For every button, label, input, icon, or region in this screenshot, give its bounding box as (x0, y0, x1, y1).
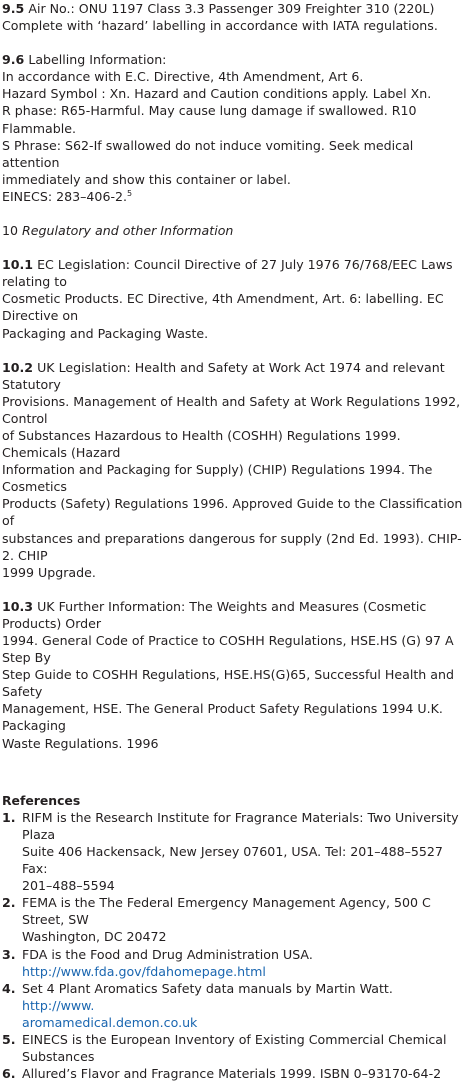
section-text: UK Further Information: The Weights and Measures (Cosmetic Products) Order (2, 598, 427, 631)
reference-line: Allured’s Flavor and Fragrance Materials 1999. ISBN 0–93170-64-2 (22, 1066, 442, 1082)
section-number: 10.1 (2, 257, 34, 273)
reference-number: 4. (2, 980, 16, 996)
section-10-2-line: Products (Safety) Regulations 1996. Approved Guide to the Classification of (2, 496, 463, 529)
einecs-text: EINECS: 283–406-2. (2, 188, 128, 204)
reference-text: Set 4 Plant Aromatics Safety data manuals by Martin Watt. (22, 980, 393, 996)
section-9-6-einecs (2, 188, 463, 205)
reference-line[interactable] (22, 1014, 463, 1031)
section-9-6-line: S Phrase: S62-If swallowed do not induce vomiting. Seek medical attention (2, 137, 414, 170)
reference-line: Washington, DC 20472 (22, 929, 167, 945)
section-10-3-line (2, 598, 463, 632)
section-text: Air No.: ONU 1197 Class 3.3 Passenger 309 Freighter 310 (220L) (28, 1, 435, 16)
section-10-1-line: Cosmetic Products. EC Directive, 4th Amendment, Art. 6: labelling. EC Directive on (2, 291, 444, 324)
section-9-5-line-1 (2, 0, 463, 17)
section-9-5 (2, 0, 463, 34)
section-title: Regulatory and other Information (22, 223, 234, 239)
reference-line (22, 980, 463, 1014)
section-10-3-line: Step Guide to COSHH Regulations, HSE.HS(G)65, Successful Health and Safety (2, 667, 454, 700)
section-9-5-line-2: Complete with ‘hazard’ labelling in accordance with IATA regulations. (2, 18, 438, 34)
section-9-6-heading (2, 51, 463, 68)
section-10-1-line: Packaging and Packaging Waste. (2, 325, 209, 341)
reference-item (2, 1065, 463, 1082)
section-number: 10.3 (2, 598, 34, 614)
reference-item (2, 980, 463, 1031)
reference-number: 1. (2, 809, 16, 825)
reference-item (2, 894, 463, 945)
section-10-1-line (2, 256, 463, 290)
reference-item (2, 1031, 463, 1065)
section-number: 10 (2, 223, 19, 239)
section-10-2-line: substances and preparations dangerous for supply (2nd Ed. 1993). CHIP-2. CHIP (2, 530, 462, 563)
aromamedical-link-part-2[interactable]: aromamedical.demon.co.uk (22, 1014, 198, 1030)
section-10-3 (2, 598, 463, 752)
section-number: 9.5 (2, 1, 25, 16)
references-list (2, 809, 463, 1082)
section-9-6-line: Hazard Symbol : Xn. Hazard and Caution conditions apply. Label Xn. (2, 86, 432, 102)
reference-line: EINECS is the European Inventory of Existing Commercial Chemical Substances (22, 1031, 447, 1065)
reference-line: Suite 406 Hackensack, New Jersey 07601, USA. Tel: 201–488–5527 Fax: (22, 843, 443, 877)
section-10-2-line: Information and Packaging for Supply) (CHIP) Regulations 1994. The Cosmetics (2, 462, 433, 495)
reference-line: RIFM is the Research Institute for Fragrance Materials: Two University Plaza (22, 809, 459, 842)
reference-number: 3. (2, 946, 16, 962)
section-9-6-line: immediately and show this container or label. (2, 171, 291, 187)
reference-line: FDA is the Food and Drug Administration USA. (22, 946, 313, 962)
section-9-6-line: In accordance with E.C. Directive, 4th Amendment, Art 6. (2, 69, 364, 85)
references-title: References (2, 792, 81, 808)
reference-number: 5. (2, 1031, 16, 1047)
section-9-6-line: R phase: R65-Harmful. May cause lung damage if swallowed. R10 Flammable. (2, 103, 417, 136)
reference-number: 6. (2, 1066, 16, 1082)
section-10-2-line: Provisions. Management of Health and Safety at Work Regulations 1992, Control (2, 393, 461, 426)
section-number: 10.2 (2, 359, 34, 375)
section-number: 9.6 (2, 52, 25, 68)
reference-line: FEMA is the The Federal Emergency Management Agency, 500 C Street, SW (22, 895, 431, 928)
reference-link[interactable] (22, 963, 463, 980)
references (2, 792, 463, 1082)
section-10-2-line (2, 359, 463, 393)
section-9-6 (2, 51, 463, 205)
reference-line: 201–488–5594 (22, 878, 115, 894)
section-10-heading (2, 222, 463, 239)
section-10-2-line: of Substances Hazardous to Health (COSHH) Regulations 1999. Chemicals (Hazard (2, 427, 401, 461)
footnote-marker: 5 (127, 188, 133, 198)
section-10-3-line: Waste Regulations. 1996 (2, 735, 159, 751)
reference-number: 2. (2, 895, 16, 911)
section-title: Labelling Information: (28, 52, 167, 68)
section-10-2-line: 1999 Upgrade. (2, 564, 96, 580)
spacer (2, 752, 463, 792)
section-10-2 (2, 359, 463, 581)
section-10 (2, 222, 463, 239)
section-10-3-line: 1994. General Code of Practice to COSHH Regulations, HSE.HS (G) 97 A Step By (2, 633, 454, 666)
aromamedical-link-part-1[interactable]: http://www. (22, 997, 95, 1013)
section-text: UK Legislation: Health and Safety at Work Act 1974 and relevant Statutory (2, 359, 445, 392)
fda-link[interactable]: http://www.fda.gov/fdahomepage.html (22, 963, 266, 979)
section-text: EC Legislation: Council Directive of 27 July 1976 76/768/EEC Laws relating to (2, 257, 453, 290)
reference-item (2, 809, 463, 894)
section-10-1 (2, 256, 463, 341)
reference-item (2, 946, 463, 980)
section-10-3-line: Management, HSE. The General Product Safety Regulations 1994 U.K. Packaging (2, 701, 443, 734)
